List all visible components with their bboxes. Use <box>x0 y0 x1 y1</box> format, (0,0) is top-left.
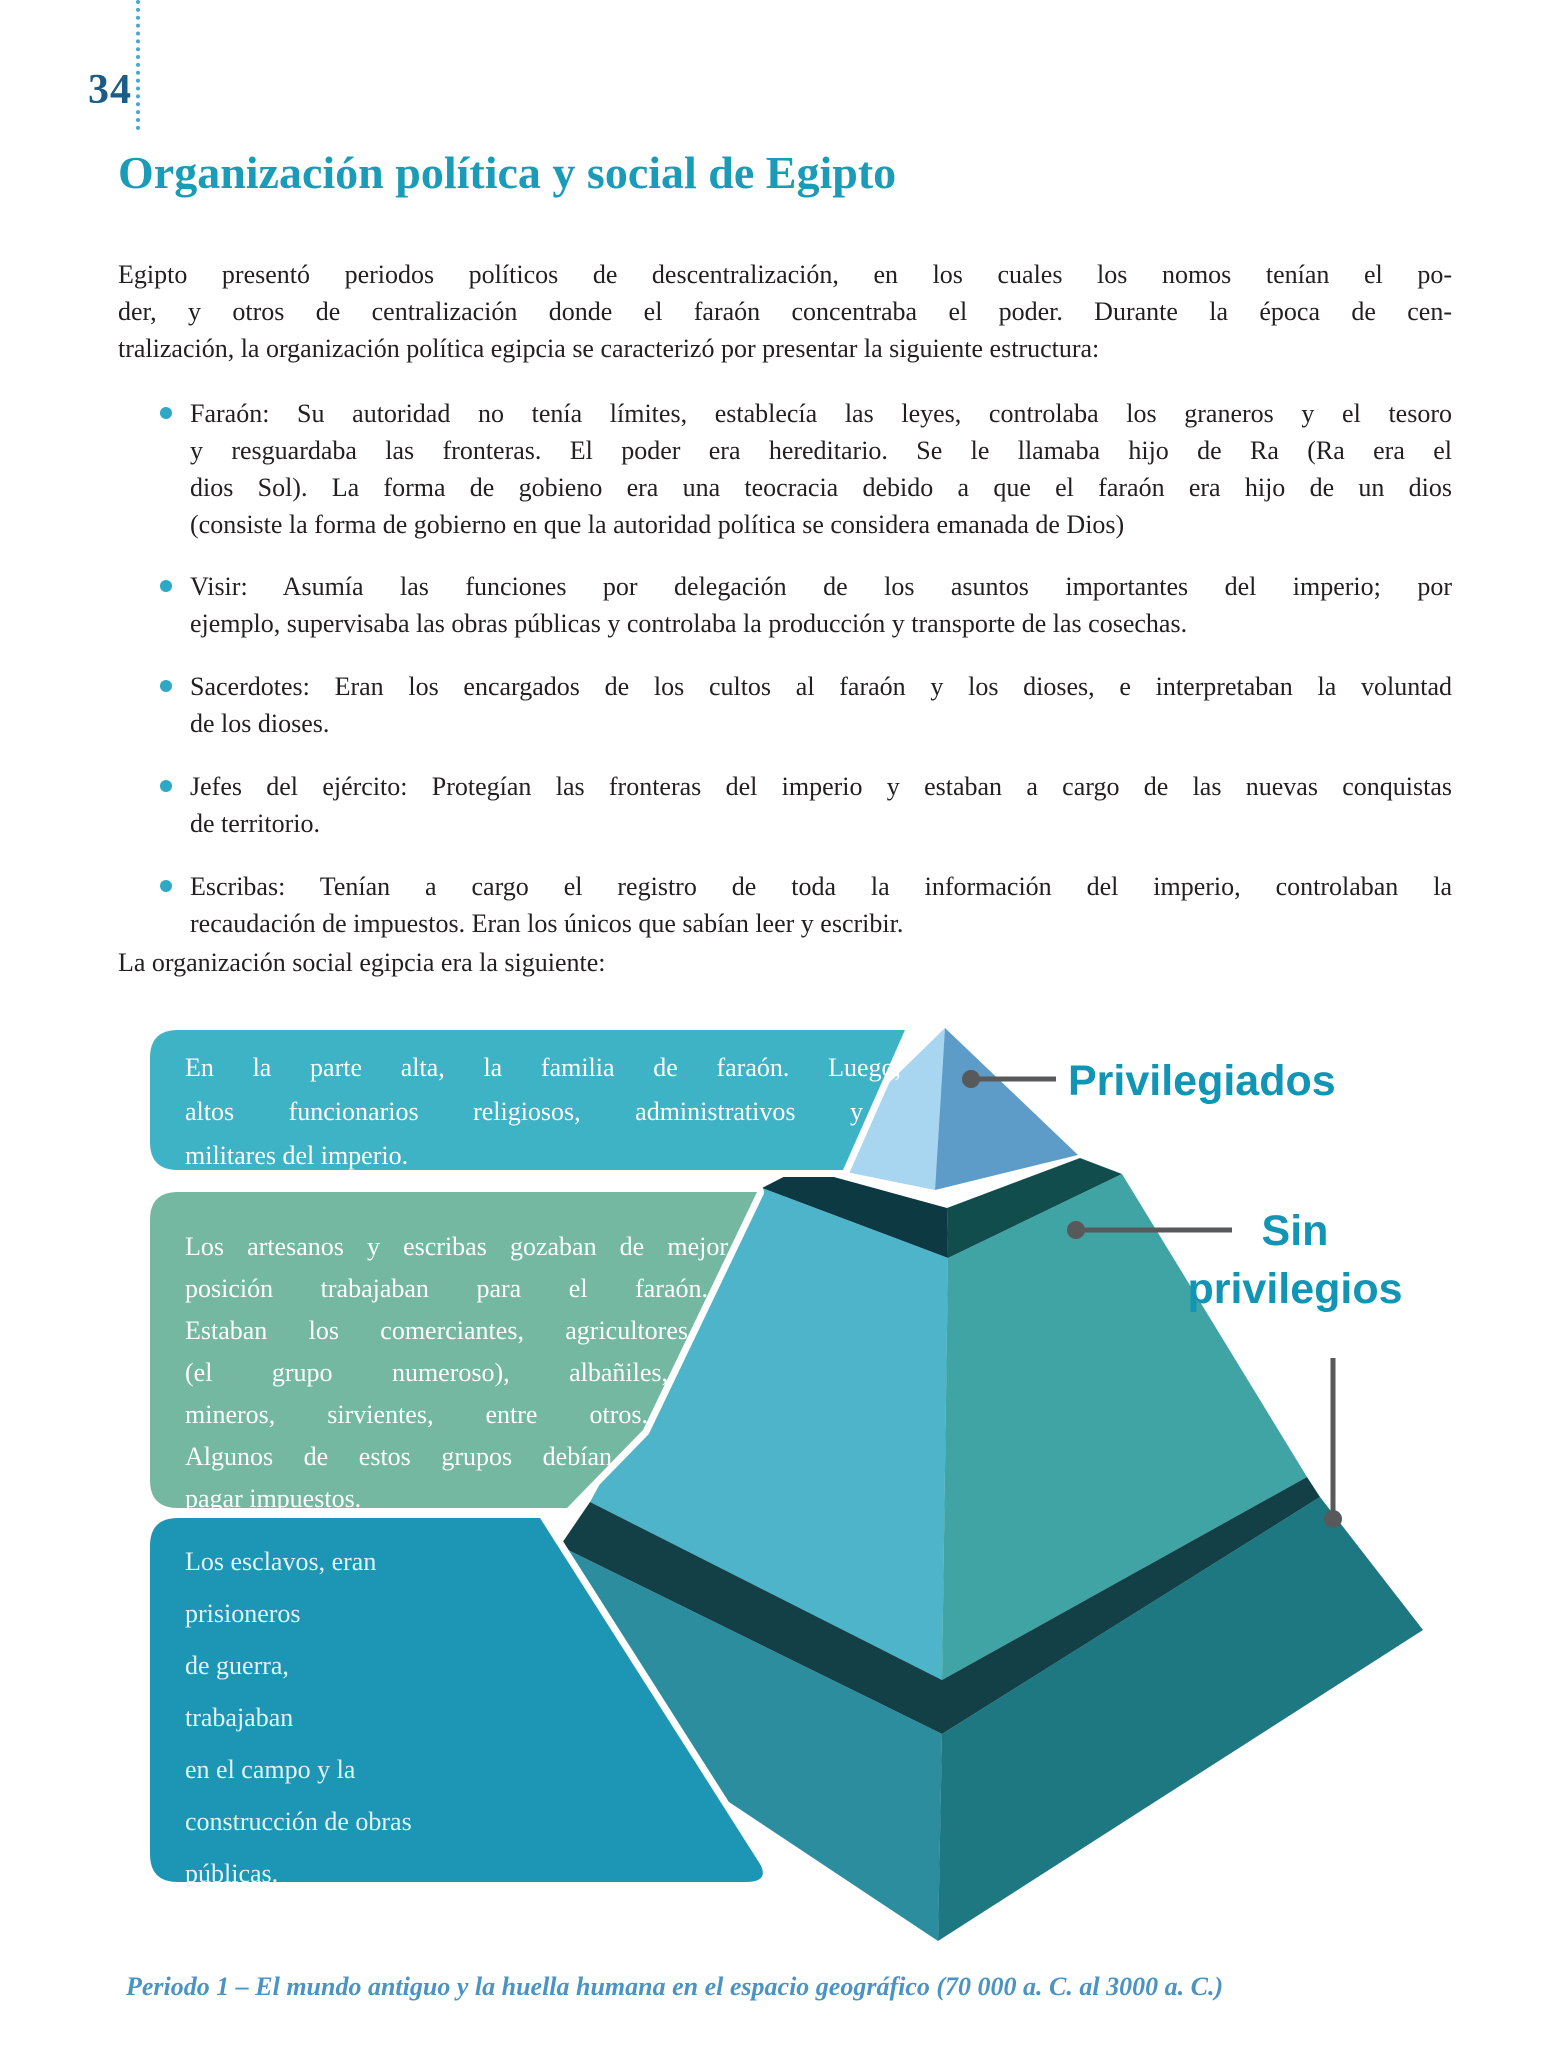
bullet-dot-icon <box>160 680 172 692</box>
bullet-item-visir: Visir: Asumía las funciones por delegación de los asuntos importantes del imperio; por ejemplo, supervisaba las obras públicas y controlaba la producción y transporte de las cosechas. <box>118 568 1452 642</box>
middle-box-text: Los artesanos y escribas gozaban de mejor posición trabajaban para el faraón. Estaban los comerciantes, agricultores (el grupo numeroso), albañiles, mineros, sirvientes, entre otros. Algunos de estos grupos debían pagar impuestos. <box>185 1232 728 1513</box>
label-sin-privilegios: Sin privilegios <box>1187 1207 1403 1313</box>
unprivileged-connector-dot2 <box>1324 1510 1342 1528</box>
page-edge-dotted-line <box>136 0 140 130</box>
bullet-item-escribas: Escribas: Tenían a cargo el registro de toda la información del imperio, controlaban la recaudación de impuestos. Eran los únicos que sabían leer y escribir. <box>118 868 1452 942</box>
unprivileged-connector-dot <box>1067 1221 1085 1239</box>
intro-paragraph: Egipto presentó periodos políticos de descentralización, en los cuales los nomos tenían el po- der, y otros de centralización donde el faraón concentraba el poder. Durante la época de cen- tralización, la organización política egipcia se caracterizó por presentar la siguiente estructura: <box>118 260 1452 363</box>
privileged-connector-dot <box>962 1070 980 1088</box>
pyramid-top-right-face <box>935 1028 1078 1190</box>
bullet-dot-icon <box>160 407 172 419</box>
bullet-item-faraon: Faraón: Su autoridad no tenía límites, establecía las leyes, controlaba los graneros y el tesoro y resguardaba las fronteras. El poder era hereditario. Se le llamaba hijo de Ra (Ra era el dios Sol). La forma de gobieno era una teocracia debido a que el faraón era hijo de un dios (consiste la forma de gobierno en que la autoridad política se considera emanada de Dios) <box>118 395 1452 543</box>
bullet-dot-icon <box>160 580 172 592</box>
slaves-box-text: Los esclavos, eran prisioneros de guerra, trabajaban en el campo y la construcción de obras públicas. <box>185 1547 412 1888</box>
page-title: Organización política y social de Egipto <box>118 147 897 198</box>
page-number: 34 <box>88 67 132 113</box>
bullet-item-sacerdotes: Sacerdotes: Eran los encargados de los cultos al faraón y los dioses, e interpretaban la voluntad de los dioses. <box>118 668 1452 742</box>
bullet-item-jefes: Jefes del ejército: Protegían las fronteras del imperio y estaban a cargo de las nuevas conquistas de territorio. <box>118 768 1452 842</box>
bullet-dot-icon <box>160 880 172 892</box>
lead-in-text: La organización social egipcia era la siguiente: <box>118 948 606 977</box>
footer-text: Periodo 1 – El mundo antiguo y la huella humana en el espacio geográfico (70 000 a. C. al 3000 a. C.) <box>126 1972 1224 2001</box>
social-pyramid-diagram <box>0 1000 1564 2010</box>
bullet-dot-icon <box>160 780 172 792</box>
privileged-box-text: En la parte alta, la familia de faraón. Luego, altos funcionarios religiosos, administrativos y militares del imperio. <box>185 1053 901 1170</box>
label-privilegiados: Privilegiados <box>1068 1057 1336 1105</box>
